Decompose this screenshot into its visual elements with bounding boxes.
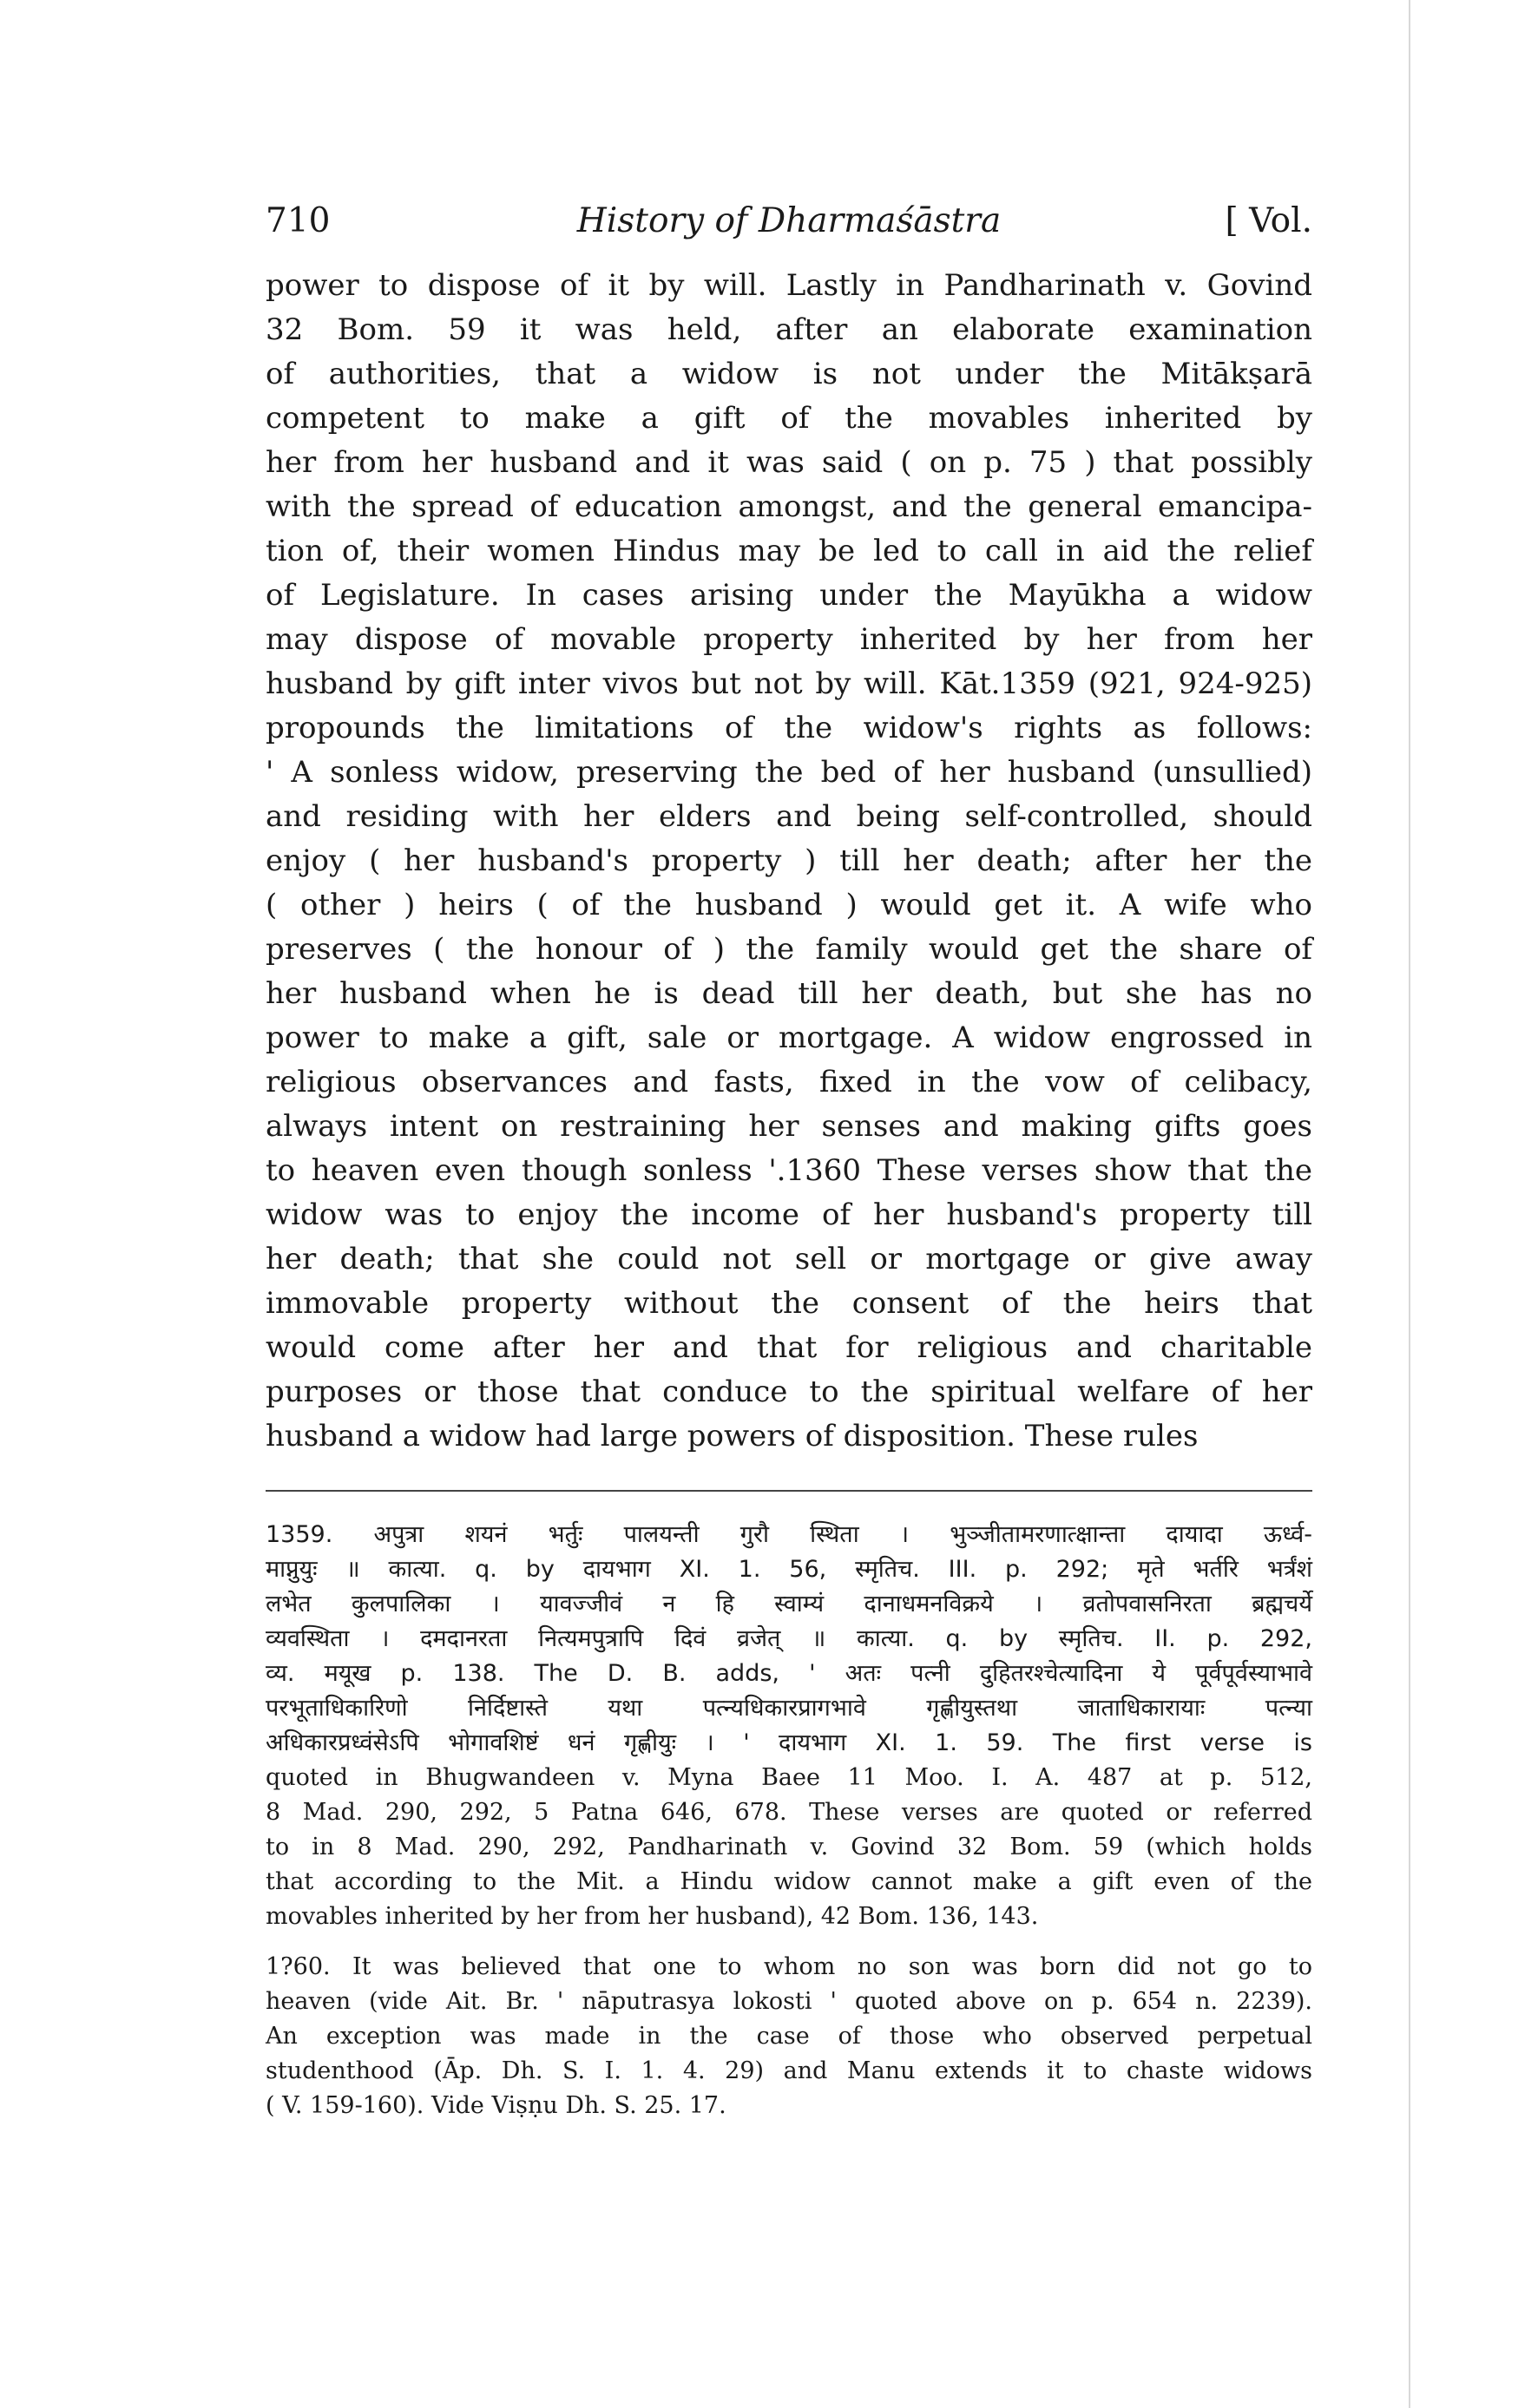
footnote-line: movables inherited by her from her husband), 42 Bom. 136, 143.	[266, 1903, 1039, 1930]
page-number: 710	[266, 201, 331, 240]
footnote-line: An exception was made in the case of those who observed perpetual	[266, 2023, 1312, 2050]
body-line: enjoy ( her husband's property ) till her death; after her the	[266, 843, 1312, 878]
footnote-line: quoted in Bhugwandeen v. Myna Baee 11 Moo. I. A. 487 at p. 512,	[266, 1764, 1312, 1791]
footnote-line: 1?60. It was believed that one to whom no son was born did not go to	[266, 1953, 1312, 1980]
body-line: husband by gift inter vivos but not by will. Kāt.1359 (921, 924-925)	[266, 666, 1312, 701]
body-line: ( other ) heirs ( of the husband ) would get it. A wife who	[266, 888, 1312, 922]
body-line: may dispose of movable property inherited by her from her	[266, 622, 1312, 657]
body-line: her death; that she could not sell or mortgage or give away	[266, 1242, 1312, 1276]
body-line: to heaven even though sonless '.1360 These verses show that the	[266, 1153, 1312, 1188]
page-edge-line	[1409, 0, 1410, 2408]
volume-label: [ Vol.	[1225, 201, 1312, 240]
body-text	[266, 264, 1312, 1459]
body-line: power to dispose of it by will. Lastly in Pandharinath v. Govind	[266, 268, 1312, 303]
footnote-line: परभूताधिकारिणो निर्दिष्टास्ते यथा पत्न्यधिकारप्रागभावे गृह्णीयुस्तथा जाताधिकारायाः पत्न्या	[266, 1695, 1312, 1722]
footnote-line: 1359. अपुत्रा शयनं भर्तुः पालयन्ती गुरौ स्थिता । भुञ्जीतामरणात्क्षान्ता दायादा ऊर्ध्व-	[266, 1521, 1312, 1548]
body-line: propounds the limitations of the widow's rights as follows:	[266, 711, 1312, 745]
footnote-line: माप्नुयुः ॥ कात्या. q. by दायभाग XI. 1. 56, स्मृतिच. III. p. 292; मृते भर्तरि भर्त्रंशं	[266, 1556, 1312, 1583]
footnote-line: 8 Mad. 290, 292, 5 Patna 646, 678. These verses are quoted or referred	[266, 1799, 1312, 1826]
footnote-line: to in 8 Mad. 290, 292, Pandharinath v. Govind 32 Bom. 59 (which holds	[266, 1834, 1312, 1860]
footnote-separator	[266, 1490, 1312, 1492]
body-line: religious observances and fasts, fixed in the vow of celibacy,	[266, 1065, 1312, 1099]
body-line: would come after her and that for religious and charitable	[266, 1330, 1312, 1365]
running-header	[266, 184, 1312, 253]
footnote-line: लभेत कुलपालिका । यावज्जीवं न हि स्वाम्यं दानाधमनविक्रये । व्रतोपवासनिरता ब्रह्मचर्ये	[266, 1591, 1312, 1617]
body-line: widow was to enjoy the income of her husband's property till	[266, 1197, 1312, 1232]
footnote-line: ( V. 159-160). Vide Viṣṇu Dh. S. 25. 17.	[266, 2092, 726, 2119]
body-line: of authorities, that a widow is not under the Mitākṣarā	[266, 357, 1312, 391]
footnote-1360	[266, 1950, 1312, 2123]
body-line: ' A sonless widow, preserving the bed of her husband (unsullied)	[266, 755, 1312, 790]
body-line: immovable property without the consent of the heirs that	[266, 1286, 1312, 1321]
footnote-1359	[266, 1518, 1312, 1934]
body-line: her husband when he is dead till her death, but she has no	[266, 976, 1312, 1011]
body-line: with the spread of education amongst, and the general emancipa-	[266, 489, 1312, 524]
body-line: tion of, their women Hindus may be led to call in aid the relief	[266, 534, 1312, 568]
footnote-line: that according to the Mit. a Hindu widow cannot make a gift even of the	[266, 1868, 1312, 1895]
body-line: 32 Bom. 59 it was held, after an elaborate examination	[266, 312, 1312, 347]
body-line: competent to make a gift of the movables inherited by	[266, 401, 1312, 436]
body-line: her from her husband and it was said ( on p. 75 ) that possibly	[266, 445, 1312, 480]
footnote-line: व्यवस्थिता । दमदानरता नित्यमपुत्रापि दिवं व्रजेत् ॥ कात्या. q. by स्मृतिच. II. p. 292,	[266, 1625, 1312, 1652]
body-line: of Legislature. In cases arising under the Mayūkha a widow	[266, 578, 1312, 613]
body-line: power to make a gift, sale or mortgage. A widow engrossed in	[266, 1020, 1312, 1055]
body-line: always intent on restraining her senses and making gifts goes	[266, 1109, 1312, 1144]
running-title: History of Dharmaśāstra	[576, 201, 1002, 240]
body-line: preserves ( the honour of ) the family would get the share of	[266, 932, 1312, 967]
footnote-line: heaven (vide Ait. Br. ' nāputrasya lokosti ' quoted above on p. 654 n. 2239).	[266, 1988, 1312, 2015]
body-line: husband a widow had large powers of disposition. These rules	[266, 1419, 1199, 1453]
footnote-line: अधिकारप्रध्वंसेऽपि भोगावशिष्टं धनं गृह्णीयुः । ' दायभाग XI. 1. 59. The first verse is	[266, 1729, 1312, 1756]
book-page	[266, 184, 1312, 2139]
body-line: purposes or those that conduce to the spiritual welfare of her	[266, 1375, 1312, 1409]
footnote-line: व्य. मयूख p. 138. The D. B. adds, ' अतः पत्नी दुहितरश्चेत्यादिना ये पूर्वपूर्वस्याभावे	[266, 1660, 1312, 1687]
footnote-line: studenthood (Āp. Dh. S. I. 1. 4. 29) and Manu extends it to chaste widows	[266, 2057, 1312, 2084]
body-line: and residing with her elders and being self-controlled, should	[266, 799, 1312, 834]
